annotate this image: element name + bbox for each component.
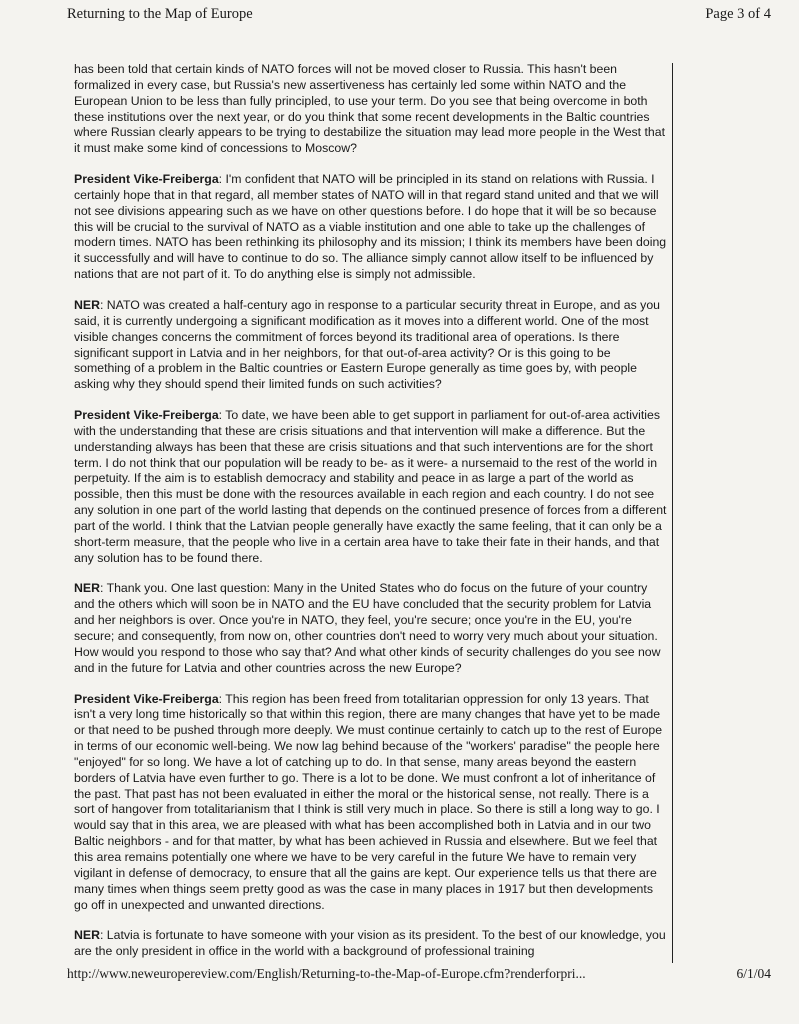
paragraph-text: : This region has been freed from totalitarian oppression for only 13 years. That isn't a very long time historically so that within this region, there are many changes that have yet to be made or that need to be pushed through more deeply. We must continue certainly to catch up to the rest of Europe in terms of our economic well-being. We now lag behind because of the "workers' paradise" the people here "enjoyed" for so long. We have a lot of catching up to do. In that sense, many areas beyond the eastern borders of Latvia have even further to go. There is a lot to be done. We must confront a lot of inheritance of the past. That past has not been evaluated in either the moral or the historical sense, not really. There is a sort of hangover from totalitarianism that I think is still very much in place. So there is still a long way to go. I would say that in this area, we are pleased with what has been accomplished both in Latvia and in our two Baltic neighbors - and for that matter, by what has been achieved in Russia and elsewhere. But we feel that this area remains potentially one where we have to be very careful in the future We have to remain very vigilant in defense of democracy, to ensure that all the gains are kept. Our experience tells us that there are many times when things seem pretty good as was the case in many places in 1917 but then developments go off in unexpected and unwanted directions. [74, 691, 663, 912]
vertical-rule [672, 63, 673, 963]
article-body [74, 62, 670, 962]
speaker-name: NER [74, 928, 100, 943]
paragraph [74, 172, 670, 283]
paragraph-text: : NATO was created a half-century ago in response to a particular security threat in Europe, and as you said, it is currently undergoing a significant modification as it moves into a different world. One of the most visible changes concerns the commitment of forces beyond its traditional area of operations. Is there significant support in Latvia and in her neighbors, for that out-of-area activity? Or is this going to be something of a problem in the Baltic countries or Eastern Europe generally as time goes by, with people asking why they should spend their limited funds on such activities? [74, 297, 660, 392]
paragraph-text: has been told that certain kinds of NATO forces will not be moved closer to Russia. This hasn't been formalized in every case, but Russia's new assertiveness has certainly led some within NATO and the European Union to be less than fully principled, to use your term. Do you see that being overcome in both these institutions over the next year, or do you think that some recent developments in the Baltic countries where Russian clearly appears to be trying to destabilize the situation may lead more people in the West that it must make some kind of concessions to Moscow? [74, 62, 666, 156]
paragraph [74, 581, 670, 676]
speaker-name: President Vike-Freiberga [74, 172, 219, 187]
page-number: Page 3 of 4 [705, 6, 771, 22]
paragraph [74, 62, 670, 157]
paragraph [74, 692, 670, 914]
paragraph-text: : Latvia is fortunate to have someone with your vision as its president. To the best of our knowledge, you are the only president in office in the world with a background of professional training [74, 928, 666, 959]
page-header [67, 6, 771, 28]
speaker-name: President Vike-Freiberga [74, 691, 219, 706]
document-title: Returning to the Map of Europe [67, 6, 253, 22]
paragraph [74, 298, 670, 393]
speaker-name: NER [74, 297, 100, 312]
paragraph-text: : To date, we have been able to get support in parliament for out-of-area activities with the understanding that these are crisis situations and that intervention will make a difference. But the understanding always has been that these are crisis situations and that such interventions are for the short term. I do not think that our population will be ready to be- as it were- a nursemaid to the rest of the world in perpetuity. If the aim is to establish democracy and stability and peace in as large a part of the world as possible, then this must be done with the resources available in each region and each country. I do not see any solution in one part of the world lasting that depends on the continued presence of forces from a different part of the world. I think that the Latvian people generally have exactly the same feeling, that it can only be a short-term measure, that the people who live in a certain area have to take their fate in their hands, and that any solution has to be found there. [74, 408, 667, 565]
paragraph [74, 928, 670, 960]
speaker-name: President Vike-Freiberga [74, 408, 219, 423]
paragraph-text: : I'm confident that NATO will be principled in its stand on relations with Russia. I certainly hope that in that regard, all member states of NATO will in that regard stand united and that we will not see divisions appearing such as we have on other questions before. I do hope that it will be so because this will be crucial to the survival of NATO as a viable institution and one able to take up the challenges of modern times. NATO has been rethinking its philosophy and its mission; I think its members have been doing it successfully and will have to continue to do so. The alliance simply cannot allow itself to be influenced by nations that are not part of it. To do anything else is simply not admissible. [74, 172, 667, 282]
print-date: 6/1/04 [736, 966, 771, 981]
paragraph-text: : Thank you. One last question: Many in the United States who do focus on the future of your country and the others which will soon be in NATO and the EU have concluded that the security problem for Latvia and her neighbors is over. Once you're in NATO, they feel, you're secure; once you're in the EU, you're secure; and consequently, from now on, other countries don't need to worry very much about your situation. How would you respond to those who say that? And what other kinds of security challenges do you see now and in the future for Latvia and other countries across the new Europe? [74, 581, 661, 675]
paragraph [74, 408, 670, 566]
speaker-name: NER [74, 581, 100, 596]
source-url: http://www.neweuropereview.com/English/Returning-to-the-Map-of-Europe.cfm?renderforpri... [67, 966, 586, 981]
page-footer [67, 966, 771, 986]
